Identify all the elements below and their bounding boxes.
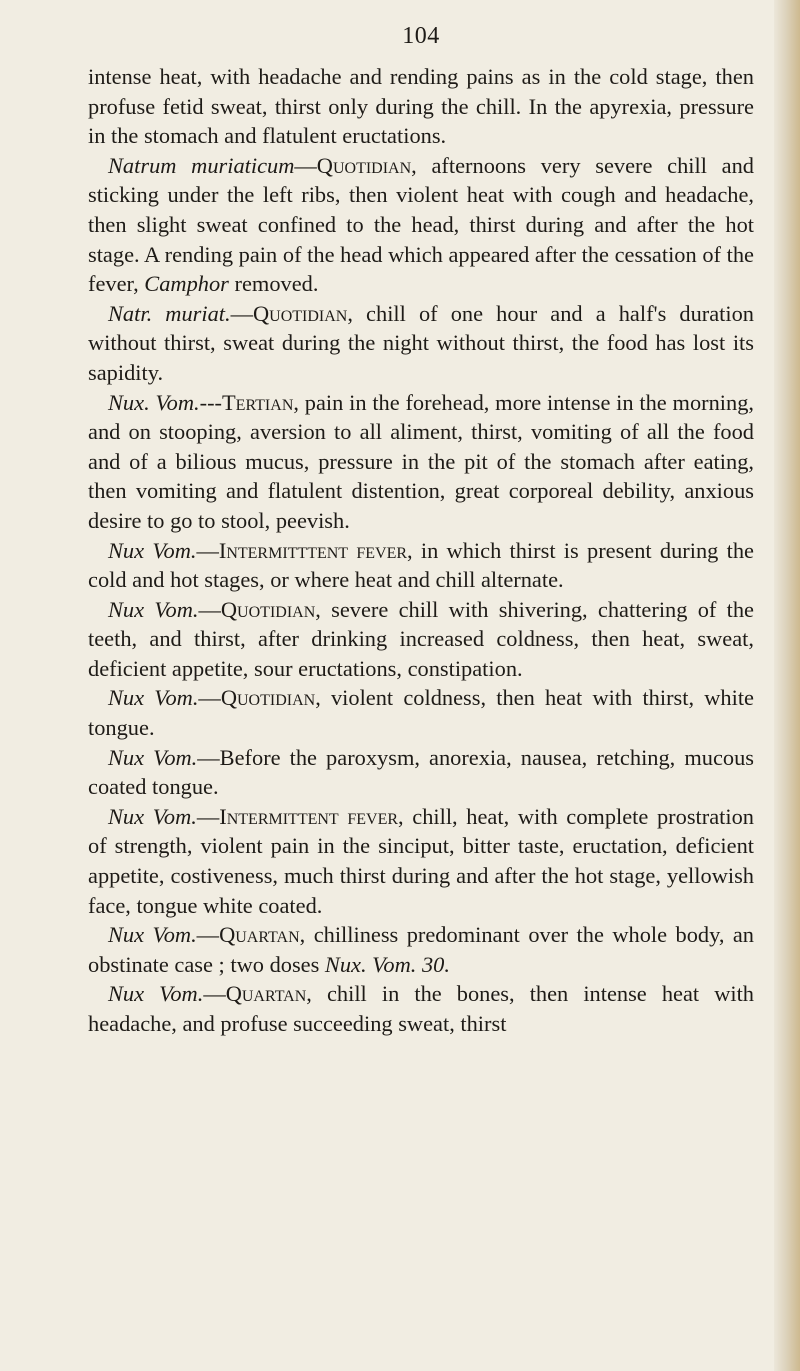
- remedy-name: Nux Vom.: [108, 744, 198, 770]
- paragraph: [88, 536, 754, 595]
- paragraph-text: , afternoons very severe chill and sticking under the left ribs, then violent heat with cough and headache, then slight sweat confined to the head, thirst during and after the hot stage. A rending pain of the head which appeared after the cessation of the fever,: [88, 152, 754, 297]
- paragraph: [88, 743, 754, 802]
- paragraph: [88, 979, 754, 1038]
- remedy-name: Nux Vom.: [108, 803, 197, 829]
- paragraph-text: , chill of one hour and a half's duration without thirst, sweat during the night without thirst, the food has lost its sapidity.: [88, 300, 754, 385]
- paragraph-text: —: [196, 803, 220, 829]
- paragraph-text: —: [294, 152, 317, 178]
- book-page: [88, 14, 754, 1039]
- page-number: 104: [402, 23, 440, 49]
- paragraph-text: , severe chill with shivering, chattering of the teeth, and thirst, after drinking increased coldness, then heat, sweat, deficient appetite, sour eructations, constipation.: [88, 596, 754, 681]
- paragraph: [88, 151, 754, 299]
- remedy-name: Nux Vom.: [108, 922, 197, 948]
- fever-type: Quartan: [225, 981, 307, 1007]
- remedy-name: Natrum muriaticum: [108, 152, 295, 178]
- paragraph-text: , in which thirst is present during the cold and hot stages, or where heat and chill alternate.: [88, 537, 754, 593]
- paragraph-text: ---: [199, 389, 222, 415]
- remedy-name: Nux Vom.: [108, 981, 204, 1007]
- remedy-name: Natr. muriat.: [108, 300, 231, 326]
- remedy-name: Nux. Vom.: [108, 389, 200, 415]
- fever-type: Tertian: [222, 389, 294, 415]
- fever-type: Quotidian: [252, 300, 348, 326]
- paragraph-text: intense heat, with headache and rending pains as in the cold stage, then profuse fetid sweat, thirst only during the chill. In the apyrexia, pressure in the stomach and flatulent eructations.: [88, 64, 754, 149]
- fever-type: Intermittent fever: [219, 803, 399, 829]
- remedy-name: Nux Vom.: [108, 596, 199, 622]
- paragraph: [88, 595, 754, 684]
- paragraph-text: —: [198, 596, 221, 622]
- paragraph-text: , pain in the forehead, more intense in the morning, and on stooping, aversion to all aliment, thirst, vomiting of all the food and of a bilious mucus, pressure in the pit of the stomach after eating, then vomiting and flatulent distention, great corporeal debility, anxious desire to go to stool, peevish.: [88, 389, 754, 533]
- page-edge: [774, 0, 800, 1371]
- paragraph: [88, 62, 754, 151]
- paragraph: [88, 802, 754, 920]
- paragraph-text: —: [198, 685, 221, 711]
- fever-type: Quotidian: [220, 685, 316, 711]
- fever-type: Intermitttent fever: [218, 537, 408, 563]
- body-text: [88, 62, 754, 1039]
- paragraph-text: , chilliness predominant over the whole body, an obstinate case ; two doses: [88, 922, 754, 977]
- paragraph: [88, 683, 754, 742]
- paragraph-text: removed.: [228, 271, 319, 297]
- remedy-name: Nux Vom.: [108, 537, 197, 563]
- paragraph: [88, 388, 754, 536]
- paragraph-text: —: [196, 537, 219, 563]
- paragraph-text: —Before the paroxysm, anorexia, nausea, retching, mucous coated tongue.: [88, 744, 754, 800]
- fever-type: Quotidian: [316, 152, 412, 178]
- paragraph-text: , chill in the bones, then intense heat with headache, and profuse succeeding sweat, thirst: [88, 981, 754, 1036]
- remedy-name: Nux. Vom. 30.: [324, 951, 450, 977]
- fever-type: Quartan: [219, 922, 300, 948]
- paragraph-text: , chill, heat, with complete prostration of strength, violent pain in the sinciput, bitter taste, eructation, deficient appetite, costiveness, much thirst during and after the hot stage, yellowish face, tongue white coated.: [88, 803, 754, 918]
- paragraph-text: , violent coldness, then heat with thirst, white tongue.: [88, 685, 754, 741]
- fever-type: Quotidian: [220, 596, 316, 622]
- paragraph-text: —: [230, 300, 253, 326]
- paragraph-text: —: [203, 981, 226, 1007]
- remedy-name: Camphor: [144, 271, 229, 297]
- paragraph: [88, 920, 754, 979]
- remedy-name: Nux Vom.: [108, 685, 199, 711]
- paragraph: [88, 299, 754, 388]
- paragraph-text: —: [196, 922, 220, 948]
